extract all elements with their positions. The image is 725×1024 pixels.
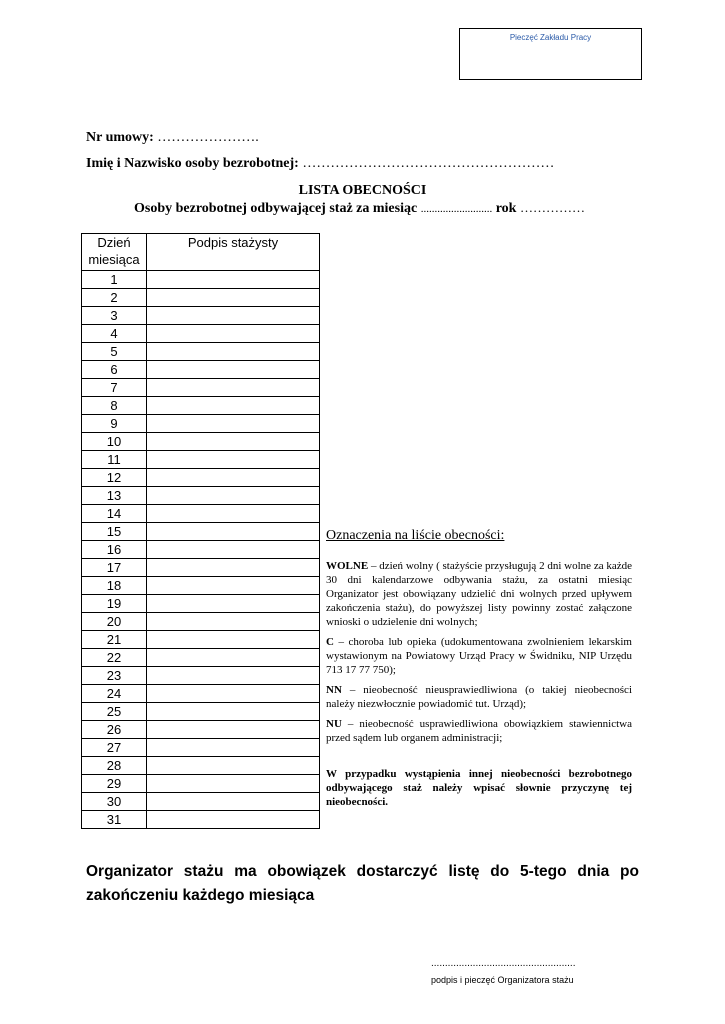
day-number: 2 [82, 289, 147, 307]
table-row [82, 415, 320, 433]
signature-cell[interactable] [147, 739, 320, 757]
signature-cell[interactable] [147, 811, 320, 829]
day-number: 3 [82, 307, 147, 325]
signature-cell[interactable] [147, 793, 320, 811]
table-row [82, 469, 320, 487]
table-row [82, 685, 320, 703]
day-number: 27 [82, 739, 147, 757]
signature-cell[interactable] [147, 595, 320, 613]
contract-number-label: Nr umowy: [86, 130, 154, 145]
day-number: 19 [82, 595, 147, 613]
day-number: 20 [82, 613, 147, 631]
day-number: 22 [82, 649, 147, 667]
legend-code-nn: NN [326, 684, 342, 696]
signature-line: .................................................... [431, 958, 576, 969]
table-row [82, 451, 320, 469]
signature-cell[interactable] [147, 307, 320, 325]
column-header-signature: Podpis stażysty [147, 234, 320, 271]
signature-cell[interactable] [147, 325, 320, 343]
stamp-label: Pieczęć Zakładu Pracy [509, 33, 592, 42]
name-label: Imię i Nazwisko osoby bezrobotnej: [86, 156, 299, 171]
day-number: 11 [82, 451, 147, 469]
day-number: 5 [82, 343, 147, 361]
day-number: 24 [82, 685, 147, 703]
day-number: 14 [82, 505, 147, 523]
signature-cell[interactable] [147, 415, 320, 433]
table-row [82, 361, 320, 379]
page-subtitle [134, 200, 585, 217]
table-row [82, 703, 320, 721]
signature-cell[interactable] [147, 613, 320, 631]
obligation-notice: Organizator stażu ma obowiązek dostarczyć listę do 5-tego dnia po zakończeniu każdego miesiąca [86, 863, 639, 904]
table-row [82, 811, 320, 829]
legend [326, 529, 632, 815]
signature-label: podpis i pieczęć Organizatora stażu [431, 975, 574, 985]
signature-cell[interactable] [147, 577, 320, 595]
table-row [82, 505, 320, 523]
signature-cell[interactable] [147, 289, 320, 307]
table-row [82, 559, 320, 577]
legend-text-nn: – nieobecność nieusprawiedliwiona (o takiej nieobecności należy niezwłocznie powiadomić tut. Urząd); [326, 684, 632, 710]
legend-item-nu [326, 717, 632, 745]
legend-text-wolne: – dzień wolny ( stażyście przysługują 2 dni wolne za każde 30 dni kalendarzowe odbywania stażu, za ostatni miesiąc Organizator jest obowiązany udzielić dni wolnych przed upływem zakończenia stażu), do powyższej listy powinny zostać załączone wnioski o udzielenie dni wolnych; [326, 560, 632, 628]
table-row [82, 757, 320, 775]
signature-cell[interactable] [147, 505, 320, 523]
year-field: …………… [519, 200, 585, 215]
name-line [86, 156, 554, 172]
month-field: .......................... [420, 203, 493, 215]
day-number: 28 [82, 757, 147, 775]
legend-code-nu: NU [326, 718, 342, 730]
table-row [82, 613, 320, 631]
day-number: 31 [82, 811, 147, 829]
signature-cell[interactable] [147, 397, 320, 415]
signature-cell[interactable] [147, 487, 320, 505]
stamp-box [459, 28, 642, 80]
table-row [82, 667, 320, 685]
signature-cell[interactable] [147, 685, 320, 703]
contract-number-value: …………………. [157, 130, 259, 145]
table-row [82, 595, 320, 613]
table-row [82, 289, 320, 307]
signature-cell[interactable] [147, 559, 320, 577]
day-number: 9 [82, 415, 147, 433]
day-number: 30 [82, 793, 147, 811]
subtitle-prefix: Osoby bezrobotnej odbywającej staż za miesiąc [134, 201, 418, 216]
table-row [82, 523, 320, 541]
table-row [82, 739, 320, 757]
legend-text-c: – choroba lub opieka (udokumentowana zwolnieniem lekarskim wystawionym na Powiatowy Urząd Pracy w Świdniku, NIP Urzędu 713 17 77 750); [326, 636, 632, 676]
contract-number-line [86, 130, 259, 146]
legend-other-absence: W przypadku wystąpienia innej nieobecności bezrobotnego odbywającego staż należy wpisać słownie przyczynę tej nieobecności. [326, 768, 632, 808]
legend-title: Oznaczenia na liście obecności: [326, 528, 505, 543]
signature-cell[interactable] [147, 523, 320, 541]
signature-cell[interactable] [147, 775, 320, 793]
table-row [82, 541, 320, 559]
day-number: 26 [82, 721, 147, 739]
table-row [82, 271, 320, 289]
column-header-day: Dzień miesiąca [82, 234, 147, 271]
name-value: ……………………………………………… [302, 156, 555, 171]
signature-cell[interactable] [147, 631, 320, 649]
legend-item-nn [326, 683, 632, 711]
legend-item-c [326, 635, 632, 677]
table-row [82, 325, 320, 343]
day-number: 10 [82, 433, 147, 451]
signature-cell[interactable] [147, 343, 320, 361]
day-number: 13 [82, 487, 147, 505]
day-number: 7 [82, 379, 147, 397]
page-title: LISTA OBECNOŚCI [298, 183, 427, 198]
legend-code-wolne: WOLNE [326, 560, 369, 572]
table-row [82, 577, 320, 595]
table-row [82, 397, 320, 415]
table-row [82, 721, 320, 739]
signature-cell[interactable] [147, 469, 320, 487]
table-row [82, 343, 320, 361]
table-row [82, 379, 320, 397]
day-number: 25 [82, 703, 147, 721]
day-number: 6 [82, 361, 147, 379]
table-row [82, 433, 320, 451]
legend-code-c: C [326, 636, 334, 648]
day-number: 21 [82, 631, 147, 649]
table-row [82, 307, 320, 325]
signature-cell[interactable] [147, 433, 320, 451]
signature-cell[interactable] [147, 703, 320, 721]
signature-cell[interactable] [147, 667, 320, 685]
signature-cell[interactable] [147, 379, 320, 397]
day-number: 12 [82, 469, 147, 487]
year-label: rok [495, 201, 517, 216]
day-number: 16 [82, 541, 147, 559]
signature-cell[interactable] [147, 451, 320, 469]
table-row [82, 649, 320, 667]
legend-text-nu: – nieobecność usprawiedliwiona obowiązkiem stawiennictwa przed sądem lub organem administracji; [326, 718, 632, 744]
day-number: 8 [82, 397, 147, 415]
day-number: 23 [82, 667, 147, 685]
signature-cell[interactable] [147, 361, 320, 379]
table-row [82, 775, 320, 793]
day-number: 1 [82, 271, 147, 289]
signature-cell[interactable] [147, 757, 320, 775]
signature-cell[interactable] [147, 649, 320, 667]
signature-cell[interactable] [147, 271, 320, 289]
day-number: 15 [82, 523, 147, 541]
day-number: 29 [82, 775, 147, 793]
signature-cell[interactable] [147, 721, 320, 739]
table-row [82, 487, 320, 505]
legend-item-wolne [326, 559, 632, 629]
attendance-table [81, 233, 320, 829]
table-row [82, 631, 320, 649]
day-number: 17 [82, 559, 147, 577]
day-number: 18 [82, 577, 147, 595]
table-row [82, 793, 320, 811]
day-number: 4 [82, 325, 147, 343]
signature-cell[interactable] [147, 541, 320, 559]
